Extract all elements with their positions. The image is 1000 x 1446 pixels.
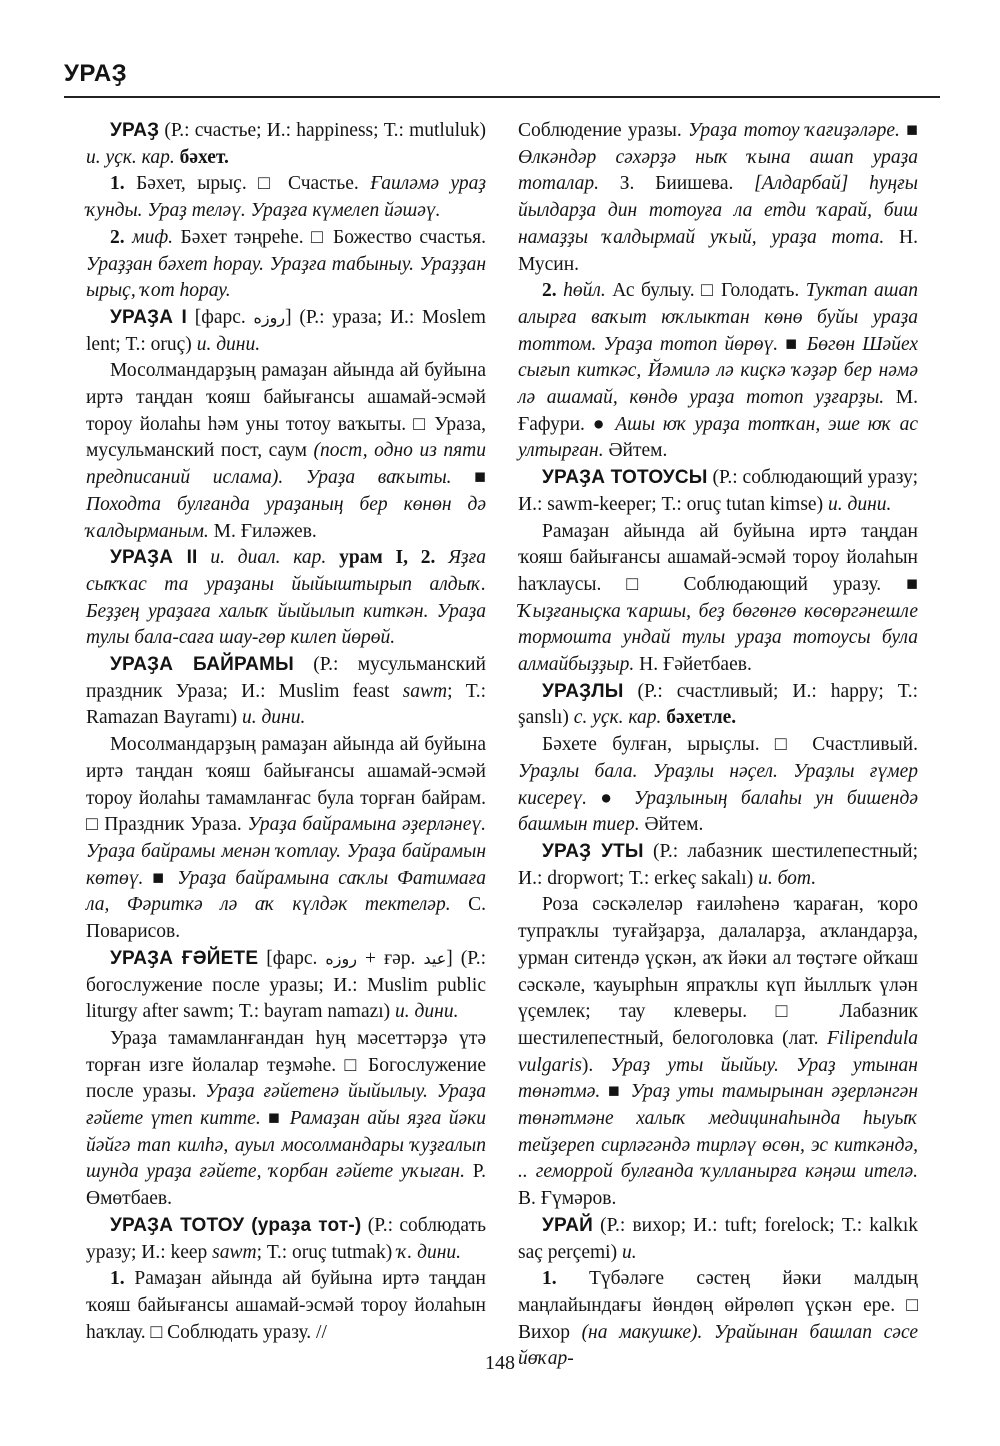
quote: Ураҙ уты тамырынан әҙерләнгән төнәтмәне халыҡ медицинаһында һыуыҡ тейҙереп сирләгәндә тирләү өсөн, эс киткәндә, .. геморрой булғанда ҡулланырға кәңәш ителә. [518, 1081, 919, 1183]
gloss: (Р.: лабазник шестилепестный; И.: dropwort; Т.: erkeç sakalı) [518, 840, 918, 889]
grammar-label: и. уҫк. кар. [86, 146, 180, 168]
latin-name: Filipendula vulgaris [518, 1027, 918, 1076]
header-rule [64, 96, 940, 98]
quote: Походта булғанда ураҙаның бер көнөн дә ҡалдырманым. [86, 493, 486, 542]
quote-mark: ■ [778, 333, 807, 355]
source: М. Ғиләжев. [208, 520, 317, 542]
gloss: ; Т.: Ramazan Bayramı) [86, 680, 486, 729]
arabic-script: روزه [253, 307, 286, 327]
definition: Мосолмандарҙың рамаҙан айында ай буйына иртә таңдан ҡояш байығансы ашамай-эсмәй тороу йолаһы тамамланғас була торған байрам. □ Праздник Ураза. [86, 734, 486, 836]
headword: УРАҘА ТОТОУСЫ [542, 467, 708, 489]
sense-2 [518, 278, 918, 465]
definition: Бәхете булған, ырыҫлы. □ Счастливый. [542, 734, 918, 756]
entry-uraza-totousy [518, 465, 918, 518]
gloss: (Р.: счастливый; И.: happy; Т.: şanslı) [518, 680, 918, 729]
definition-paragraph [86, 1026, 486, 1213]
entry-uraza-2 [86, 545, 486, 652]
source: Н. Ғәйетбаев. [634, 654, 752, 676]
proverb-mark: ● [586, 787, 634, 809]
gloss: (Р.: соблюдающий уразу; И.: sawm-keeper; Т.: oruç tutan kimse) [518, 467, 918, 515]
definition: Түбәләге сәстең йәки малдың маңлайындағы йөндөң өйрөлөп үҫкән ере. □ Вихор [518, 1268, 918, 1343]
definition: Рамаҙан айында ай буйына иртә таңдан ҡояш байығансы ашамай-эсмәй тороу йолаһын һаҡлаусы. □ Соблюдающий уразу. [518, 520, 918, 595]
arabic-script: عيد [423, 948, 447, 968]
quote-mark: ■ [260, 1108, 290, 1130]
gloss: (Р.: мусульманский праздник Ураза; И.: Muslim feast [86, 654, 486, 702]
source: З. Биишева. [599, 173, 755, 195]
headword: УРАҘА ТОТОУ (ураҙа тот-) [110, 1214, 362, 1236]
sense-number: 1. [110, 1268, 135, 1290]
definition-paragraph [518, 892, 918, 1212]
entry-urazly [518, 679, 918, 732]
example: Ураҙ уты йыйыу. Ураҙ утынан төнәтмә. [518, 1054, 918, 1103]
source: В. Ғүмәров. [518, 1188, 617, 1210]
definition: ). [581, 1054, 611, 1076]
entry-uray [518, 1213, 918, 1266]
cross-reference: урам I, 2. [339, 547, 436, 569]
usage-label: миф. [132, 226, 174, 248]
translation: бәхет. [179, 146, 229, 168]
source: М. Ғафури. [518, 387, 919, 435]
example: Ураҙа ғәйетенә йыйылыу. Ураҙа ғәйете үтеп китте. [86, 1081, 487, 1130]
proverb: Ашы юҡ ураҙа тотҡан, эше юҡ ас ултырған. [518, 413, 918, 462]
definition: Роза сәскәлеләр ғаиләһенә ҡараған, ҡоро тупраҡлы туғайҙарҙа, далаларҙа, аҡландарҙа, урман ситендә үҫкән, аҡ йәки ал төҫтәге ойҡаш сәскәле, ҡауырһын япраҡлы күп йыллыҡ үлән үҫемлек; тау клеверы. □ Лабазник шестилепестный, белоголовка (лат. [518, 894, 918, 1049]
definition-paragraph [518, 732, 918, 839]
quote: Ураҙа байрамына саҡлы Фатимаға ла, Фәриткә лә аҡ күлдәк тектеләр. [86, 867, 486, 916]
example: Ураҙа тотоу ҡағиҙәләре. [688, 120, 900, 141]
grammar-label: с. уҫк. кар. [573, 707, 667, 729]
gloss: ; Т.: oruç tutmak) [256, 1241, 398, 1263]
running-head: УРАҘ [64, 60, 128, 87]
headword: УРАҘЛЫ [542, 680, 624, 702]
definition: Ураҙа тамамланғандан һуң мәсеттәрҙә үтә торған изге йолалар теҙмәһе. □ Богослужение после уразы. [86, 1027, 486, 1103]
entry-uraza-1 [86, 305, 486, 358]
entry-uraza-totou [86, 1213, 486, 1266]
sense-number: 1. [110, 173, 137, 195]
example: Яҙға сыҡҡас та ураҙаны йыйыштырып алдыҡ. Беҙҙең ураҙаға халыҡ йыйылып киткән. Ураҙа тулы бала-саға шау-гөр килеп йөрөй. [86, 547, 486, 649]
sense-1 [86, 171, 486, 224]
example: (на макушке). Урайынан башлап сәсе йөҡар- [518, 1321, 919, 1370]
definition: Соблюдение уразы. [518, 120, 689, 141]
translation: бәхетле. [666, 707, 737, 729]
sense-number: 2. [110, 226, 133, 248]
gloss: ] (Р.: богослужение после уразы; И.: Muslim public liturgy after sawm; Т.: bayram namazı) [86, 947, 487, 1023]
source: Р. Өмөтбаев. [86, 1161, 486, 1210]
quote: Рамаҙан айы яҙға йәки йәйгә тап килһә, ауыл мосолмандары ҡуҙғалып шунда ураҙа ғәйете, ҡорбан ғәйете уҡыған. [86, 1108, 487, 1183]
example: (пост, одно из пяти предписаний ислама). Ураҙа ваҡыты. [86, 440, 486, 489]
proverb: Ураҙлының балаһы ун бишендә башмын тиер. [518, 787, 919, 836]
quote-mark: ■ [899, 120, 918, 141]
source: Әйтем. [639, 814, 704, 836]
quote: Бөгөн Шәйех сығып киткәс, Йәмилә лә киҫкә ҡәҙәр бер нәмә лә ашамай, көндө ураҙа тотоп уҙғарҙы. [518, 333, 919, 409]
quote-mark: ■ [881, 573, 918, 595]
gloss: ] (Р.: ураза; И.: Moslem lent; Т.: oruç) [86, 306, 486, 355]
gloss-italic: sawm [212, 1241, 257, 1263]
etymology: [фарс. [258, 947, 326, 969]
grammar-label: и. диал. кар. [197, 547, 340, 569]
left-column [86, 118, 486, 1346]
right-column [518, 118, 918, 1373]
headword: УРАҘА БАЙРАМЫ [110, 654, 294, 676]
definition-paragraph [86, 732, 486, 946]
quote: Ҡыҙғаныҫка ҡаршы, беҙ бөгөнгө көсөргәнешле тормошта ундай тулы ураҙа тотоусы була алмайбыҙҙыр. [518, 600, 918, 676]
source: Н. Мусин. [518, 226, 918, 275]
page-number: 148 [485, 1352, 515, 1374]
gloss: (Р.: счастье; И.: happiness; Т.: mutluluk) [159, 120, 486, 141]
definition-paragraph [86, 358, 486, 545]
gloss: (Р.: вихор; И.: tuft; forelock; Т.: kalkık saç perçemi) [518, 1214, 918, 1263]
source: Әйтем. [603, 440, 668, 462]
grammar-label: и. [621, 1241, 637, 1263]
sense-number: 2. [542, 280, 564, 302]
headword: УРАҘ [110, 120, 160, 141]
entry-uraza-bayramy [86, 652, 486, 732]
gloss-italic: sawm [402, 680, 448, 702]
definition: Рамаҙан айында ай буйына иртә таңдан ҡояш байығансы ашамай-эсмәй тороу йолаһын һаҡлау. □ Соблюдать уразу. // [86, 1268, 486, 1343]
example: Ураҙлы бала. Ураҙлы нәҫел. Ураҙлы ғүмер кисереү. [518, 760, 918, 809]
quote: Өлкәндәр сәхәрҙә ныҡ ҡына ашап ураҙа тоталар. [518, 146, 918, 195]
example: Ғаиләмә ураҙ ҡунды. Ураҙ теләү. Ураҙға күмелеп йәшәү. [86, 173, 487, 222]
sense-number: 1. [542, 1268, 590, 1290]
definition-paragraph [518, 519, 918, 679]
definition: Бәхет, ырыҫ. □ Счастье. [136, 173, 371, 195]
example: Ураҙа байрамына әҙерләнеү. Ураҙа байрамы менән ҡотлау. Ураҙа байрамын көтөү. [86, 814, 486, 889]
sense-2 [86, 225, 486, 305]
example: Туктап ашап алырға ваҡыт юҡлыктан көнө буйы ураҙа тоттом. Ураҙа тотоп йөрөү. [518, 280, 918, 355]
entry-uraz [86, 118, 486, 171]
grammar-label: и. дини. [395, 1001, 459, 1023]
grammar-label: и. дини. [196, 333, 261, 355]
grammar-label: и. дини. [827, 493, 892, 515]
usage-label: һөйл. [563, 280, 606, 302]
quote: [Алдарбай] һуңғы йылдарҙа дин тотоуға ла етди ҡарай, биш намаҙҙы ҡалдырмай уҡый, ураҙа тота. [518, 173, 918, 248]
headword: УРАҘА ҒӘЙЕТЕ [110, 947, 259, 969]
definition: Мосолмандарҙың рамаҙан айында ай буйына иртә таңдан ҡояш байығансы ашамай-эсмәй тороу йолаһы һәм уны тотоу ваҡыты. □ Ураза, мусульманский пост, саум [86, 360, 486, 462]
quote-mark: ■ [600, 1081, 631, 1103]
example: Ураҙҙан бәхет һорау. Ураҙға табыныу. Ураҙҙан ырыҫ, ҡот һорау. [86, 253, 486, 302]
proverb-mark: ● [592, 413, 616, 435]
etymology: + ғәр. [356, 947, 424, 969]
entry-uraz-uty [518, 839, 918, 892]
grammar-label: и. бот. [758, 867, 817, 889]
definition: Бәхет тәңреһе. □ Божество счастья. [173, 226, 486, 248]
headword: УРАҘА I [110, 306, 187, 328]
source: С. Поварисов. [86, 894, 486, 943]
headword: УРАЙ [542, 1214, 593, 1236]
definition: Ас булыу. □ Голодать. [605, 280, 806, 302]
headword: УРАҘА II [110, 547, 198, 569]
arabic-script: روزه [325, 948, 357, 968]
entry-uraza-gayete [86, 946, 486, 1026]
sense-1 [86, 1266, 486, 1346]
headword: УРАҘ УТЫ [542, 840, 644, 862]
quote-mark: ■ [451, 467, 487, 489]
continuation-paragraph [518, 118, 918, 278]
quote-mark: ■ [143, 867, 178, 889]
grammar-label: ҡ. дини. [397, 1241, 462, 1263]
grammar-label: и. дини. [241, 707, 306, 729]
gloss: (Р.: соблюдать уразу; И.: keep [86, 1214, 486, 1263]
etymology: [фарс. [187, 306, 254, 328]
page-header [64, 52, 940, 100]
